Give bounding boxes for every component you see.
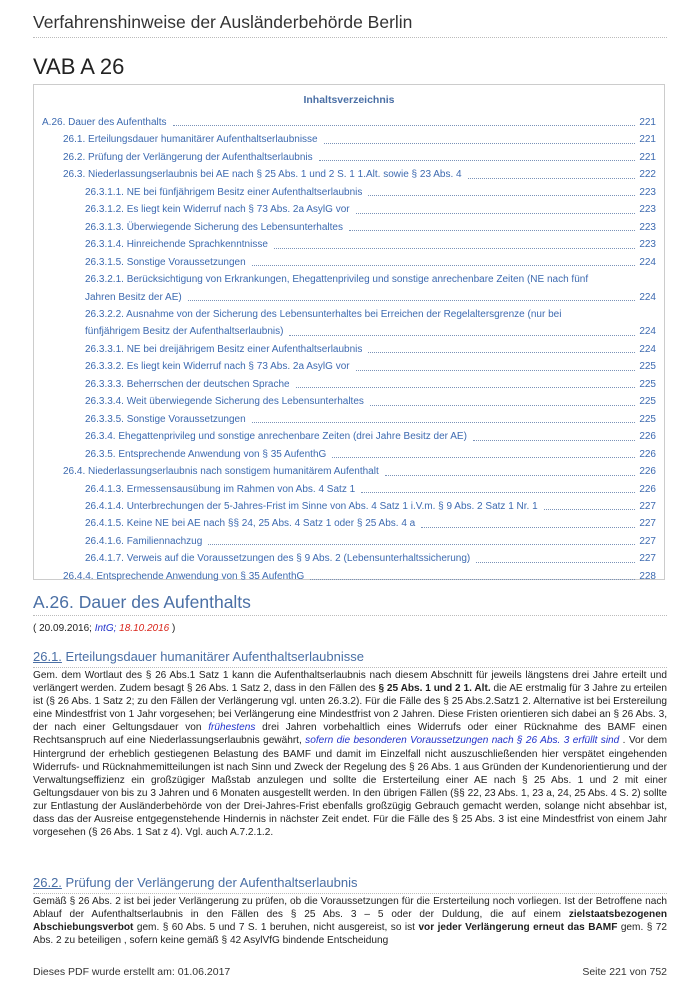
toc-entry-label: 26.3.5. Entsprechende Anwendung von § 35 AufenthG — [85, 448, 327, 460]
italic-link: frühestens — [208, 722, 256, 734]
toc-entry[interactable] — [85, 481, 656, 498]
paragraph-26-2 — [33, 895, 667, 947]
section-divider — [33, 615, 667, 616]
toc-entry-page: 226 — [639, 448, 656, 460]
toc-entry-label: 26.3.1.4. Hinreichende Sprachkenntnisse — [85, 239, 268, 251]
toc-entry-label: 26.3.2.1. Berücksichtigung von Erkrankungen, Ehegattenprivileg und sonstige anrechenbare Zeiten (NE nach fünf — [85, 274, 589, 286]
toc-entry[interactable] — [85, 306, 656, 341]
toc-entry[interactable] — [85, 376, 656, 393]
toc-entry[interactable] — [85, 236, 656, 253]
toc-entry[interactable] — [85, 254, 656, 271]
date-close: ) — [169, 623, 176, 634]
toc-entry-page: 226 — [639, 483, 656, 495]
toc-leader-dots — [368, 195, 635, 196]
toc-leader-dots — [421, 527, 635, 528]
subsection-26-1-number[interactable]: 26.1. — [33, 649, 62, 664]
toc-entry-page: 224 — [639, 291, 656, 303]
toc-entry-label: 26.3.1.3. Überwiegende Sicherung des Lebensunterhaltes — [85, 221, 343, 233]
toc-entry-label: 26.3.1.2. Es liegt kein Widerruf nach § 73 Abs. 2a AsylG vor — [85, 204, 350, 216]
toc-entry-page: 225 — [639, 361, 656, 373]
toc-entry-label-continued: Jahren Besitz der AE) — [85, 291, 182, 303]
toc-leader-dots — [385, 475, 636, 476]
toc-entry[interactable] — [42, 114, 656, 131]
toc-leader-dots — [544, 509, 636, 510]
toc-leader-dots — [296, 387, 636, 388]
header-divider — [33, 37, 667, 38]
toc-entry-label: 26.4.4. Entsprechende Anwendung von § 35 AufenthG — [63, 570, 305, 582]
toc-leader-dots — [332, 457, 635, 458]
toc-entry-label: 26.3.4. Ehegattenprivileg und sonstige anrechenbare Zeiten (drei Jahre Besitz der AE) — [85, 431, 467, 443]
toc-entry[interactable] — [63, 463, 656, 480]
subsection-26-2-number[interactable]: 26.2. — [33, 875, 62, 890]
toc-entry-label: 26.3.3.3. Beherrschen der deutschen Sprache — [85, 378, 290, 390]
bold-text: vor jeder Verlängerung erneut das BAMF — [418, 922, 618, 934]
toc-entry-label: 26.3.3.1. NE bei dreijährigem Besitz einer Aufenthaltserlaubnis — [85, 343, 363, 355]
toc-entry-page: 224 — [639, 343, 656, 355]
toc-entry[interactable] — [85, 271, 656, 306]
toc-leader-dots — [252, 265, 636, 266]
toc-entry-page: 225 — [639, 396, 656, 408]
toc-entry-page: 222 — [639, 169, 656, 181]
footer-created-date: Dieses PDF wurde erstellt am: 01.06.2017 — [33, 966, 231, 978]
toc-entry-page: 227 — [639, 500, 656, 512]
subsection-26-2-divider — [33, 893, 667, 894]
toc-entry[interactable] — [85, 219, 656, 236]
toc-entry[interactable] — [85, 533, 656, 550]
toc-leader-dots — [356, 213, 636, 214]
subsection-26-2-title — [33, 875, 358, 890]
toc-entry-label: 26.3.3.5. Sonstige Voraussetzungen — [85, 413, 246, 425]
toc-entry-page: 225 — [639, 413, 656, 425]
subsection-26-2-label: Prüfung der Verlängerung der Aufenthaltserlaubnis — [61, 875, 358, 890]
toc-entry-label: 26.3. Niederlassungserlaubnis bei AE nach § 25 Abs. 1 und 2 S. 1 1.Alt. sowie § 23 Abs. 4 — [63, 169, 462, 181]
toc-leader-dots — [319, 160, 636, 161]
text: drei Jahren vorbehaltlich eines Widerrufs oder einer Rücknahme des BAMF einen Rechtsanspruch auf eine Niederlassungserlaubnis gewährt, — [33, 722, 668, 747]
toc-leader-dots — [370, 405, 635, 406]
toc-entry[interactable] — [63, 166, 656, 183]
toc-entry-label: A.26. Dauer des Aufenthalts — [42, 117, 167, 128]
table-of-contents — [33, 84, 665, 580]
toc-leader-dots — [368, 352, 635, 353]
toc-entry[interactable] — [63, 131, 656, 148]
toc-entry-page: 224 — [639, 256, 656, 268]
toc-leader-dots — [310, 579, 635, 580]
toc-entry-label: 26.3.3.4. Weit überwiegende Sicherung des Lebensunterhaltes — [85, 396, 364, 408]
toc-entry-page: 221 — [639, 117, 656, 128]
toc-entry-page: 224 — [639, 326, 656, 338]
toc-entry-page: 223 — [639, 221, 656, 233]
toc-entry[interactable] — [63, 568, 656, 585]
toc-entry[interactable] — [85, 411, 656, 428]
toc-leader-dots — [476, 562, 635, 563]
toc-entry-page: 227 — [639, 518, 656, 530]
toc-entry-page: 226 — [639, 466, 656, 478]
toc-leader-dots — [473, 440, 635, 441]
toc-leader-dots — [361, 492, 635, 493]
toc-leader-dots — [324, 143, 636, 144]
toc-entry-label: 26.3.1.5. Sonstige Voraussetzungen — [85, 256, 246, 268]
toc-entry-label: 26.4.1.5. Keine NE bei AE nach §§ 24, 25 Abs. 4 Satz 1 oder § 25 Abs. 4 a — [85, 518, 416, 530]
toc-entry-page: 228 — [639, 570, 656, 582]
text: Gemäß § 26 Abs. 2 ist bei jeder Verlängerung zu prüfen, ob die Voraussetzungen für die Ersterteilung noch vorliegen. Ist der Betroffene nach Ablauf der Aufenthaltserlaubnis in den Fällen des § 25 Abs. 3 – 5 oder der Duldung, die auf einem — [33, 896, 667, 921]
toc-entry-label: 26.4.1.7. Verweis auf die Voraussetzungen des § 9 Abs. 2 (Lebensunterhaltssicherung) — [85, 553, 471, 565]
toc-entry-label: 26.4.1.4. Unterbrechungen der 5-Jahres-Frist im Sinne von Abs. 4 Satz 1 i.V.m. § 9 Abs. 2 Satz 1 Nr. 1 — [85, 500, 538, 512]
toc-entry[interactable] — [85, 498, 656, 515]
section-dates — [33, 623, 175, 634]
paragraph-26-1 — [33, 669, 667, 839]
toc-entry-label: 26.3.2.2. Ausnahme von der Sicherung des Lebensunterhaltes bei Erreichen der Regelaltersgrenze (nur bei — [85, 308, 562, 320]
toc-entry-page: 221 — [639, 134, 656, 146]
subsection-26-1-divider — [33, 667, 667, 668]
bold-text: § 25 Abs. 1 und 2 1. Alt. — [378, 683, 491, 695]
toc-leader-dots — [274, 248, 635, 249]
toc-heading: Inhaltsverzeichnis — [303, 94, 395, 106]
toc-entry[interactable] — [85, 515, 656, 532]
toc-entry-label: 26.3.3.2. Es liegt kein Widerruf nach § 73 Abs. 2a AsylG vor — [85, 361, 350, 373]
toc-entry-label: 26.1. Erteilungsdauer humanitärer Aufenthaltserlaubnisse — [63, 134, 318, 146]
text: . Vor dem Hintergrund der erheblich gestiegenen Belastung des BAMF und damit im Einzelfall nicht auszuschließenden hier verspätet eingehenden Widerrufs- und Rücknahmemitteilungen ist nach Sinn und Zweck der Regelung des § 26 Abs. 1 aus Gründen der Kundenorientierung und der Verwaltungseffizienz ein großzügiger Maßstab anzulegen und sollte die Ersterteilung einer AE nach § 25 Abs. 1 und 2 mit einer Geltungsdauer von bis zu 3 Jahren und 6 Monaten ausgestellt werden. In den übrigen Fällen (§§ 22, 23 Abs. 1, 23 a, 24, 25 Abs. 4 S. 2) sollte zur Entlastung der Ausländerbehörde von der Drei-Jahres-Frist ebenfalls großzügig Gebrauch gemacht werden, solange nicht absehbar ist, dass das der Ausreise entgegenstehende Hindernis in nächster Zeit endet. Für die Fälle des § 25 Abs. 3 ist eine Mindestfrist von einem Jahr vorgesehen (§ 26 Abs. 1 Sat z 4). Vgl. auch A.7.2.1.2. — [33, 735, 668, 839]
footer-page-number: Seite 221 von 752 — [582, 966, 667, 978]
document-title: VAB A 26 — [33, 54, 125, 79]
running-header-title: Verfahrenshinweise der Ausländerbehörde Berlin — [33, 12, 413, 32]
section-title: A.26. Dauer des Aufenthalts — [33, 592, 251, 612]
subsection-26-1-title — [33, 649, 364, 664]
toc-entry-page: 225 — [639, 378, 656, 390]
subsection-26-1-label: Erteilungsdauer humanitärer Aufenthaltserlaubnisse — [61, 649, 364, 664]
toc-entry-label: 26.3.1.1. NE bei fünfjährigem Besitz einer Aufenthaltserlaubnis — [85, 186, 363, 198]
toc-entry-label-continued: fünfjährigem Besitz der Aufenthaltserlaubnis) — [85, 326, 284, 338]
date-intg-link[interactable]: IntG; — [94, 623, 120, 634]
toc-entry[interactable] — [85, 341, 656, 358]
toc-entry-label: 26.4.1.6. Familiennachzug — [85, 535, 203, 547]
toc-leader-dots — [188, 300, 636, 301]
toc-entry-page: 227 — [639, 553, 656, 565]
toc-entry[interactable] — [85, 393, 656, 410]
toc-entry[interactable] — [85, 184, 656, 201]
toc-entry[interactable] — [85, 446, 656, 463]
text: gem. § 72 Abs. 2 zu beteiligen , sofern keine gemäß § 42 AsylVfG bindende Entscheidung — [33, 922, 667, 947]
toc-entry-page: 226 — [639, 431, 656, 443]
toc-entry-page: 221 — [639, 151, 656, 163]
toc-list — [34, 114, 664, 585]
toc-leader-dots — [349, 230, 635, 231]
bold-text: zielstaatsbezogenen Abschiebungsverbot — [33, 909, 667, 934]
toc-entry[interactable] — [85, 201, 656, 218]
toc-leader-dots — [289, 335, 635, 336]
italic-link: sofern die besonderen Voraussetzungen nach § 26 Abs. 3 erfüllt sind — [305, 735, 620, 747]
toc-entry[interactable] — [85, 358, 656, 375]
toc-entry-page: 223 — [639, 239, 656, 251]
toc-entry-label: 26.4. Niederlassungserlaubnis nach sonstigem humanitärem Aufenthalt — [63, 466, 379, 478]
date-changed: 18.10.2016 — [119, 623, 170, 634]
toc-leader-dots — [252, 422, 636, 423]
toc-leader-dots — [208, 544, 635, 545]
toc-leader-dots — [468, 178, 636, 179]
toc-entry[interactable] — [85, 550, 656, 567]
toc-entry[interactable] — [63, 149, 656, 166]
toc-entry[interactable] — [85, 428, 656, 445]
text: die AE erstmalig für 3 Jahre zu erteilen ist (§ 26 Abs. 1 Satz 2; zu den Fällen der Verlängerung vgl. unten 26.3.2). Für die Fälle des § 25 Abs.2.Satz1 2. Alternative ist bei Erstereilung eine Mindestfrist von 1 Jahr vorgesehen; bei Verlängerung eine Mindestfrist von 2 Jahren. Diese Fristen orientieren sich dabei an § 26 Abs. 3, der nach einer Geltungsdauer von — [33, 683, 667, 734]
toc-entry-label: 26.4.1.3. Ermessensausübung im Rahmen von Abs. 4 Satz 1 — [85, 483, 356, 495]
toc-entry-page: 223 — [639, 186, 656, 198]
text: gem. § 60 Abs. 5 und 7 S. 1 beruhen, nicht ausgereist, so ist — [133, 922, 419, 934]
toc-leader-dots — [356, 370, 636, 371]
text: Gem. dem Wortlaut des § 26 Abs.1 Satz 1 kann die Aufenthaltserlaubnis nach diesem Abschnitt für jeweils längstens drei Jahre erteilt und verlängert werden. Zudem besagt § 26 Abs. 1 Satz 2, dass in den Fällen des — [33, 670, 667, 695]
toc-entry-page: 227 — [639, 535, 656, 547]
date-text: ( 20.09.2016; — [33, 623, 95, 634]
toc-leader-dots — [173, 125, 636, 126]
toc-entry-label: 26.2. Prüfung der Verlängerung der Aufenthaltserlaubnis — [63, 151, 313, 163]
toc-entry-page: 223 — [639, 204, 656, 216]
